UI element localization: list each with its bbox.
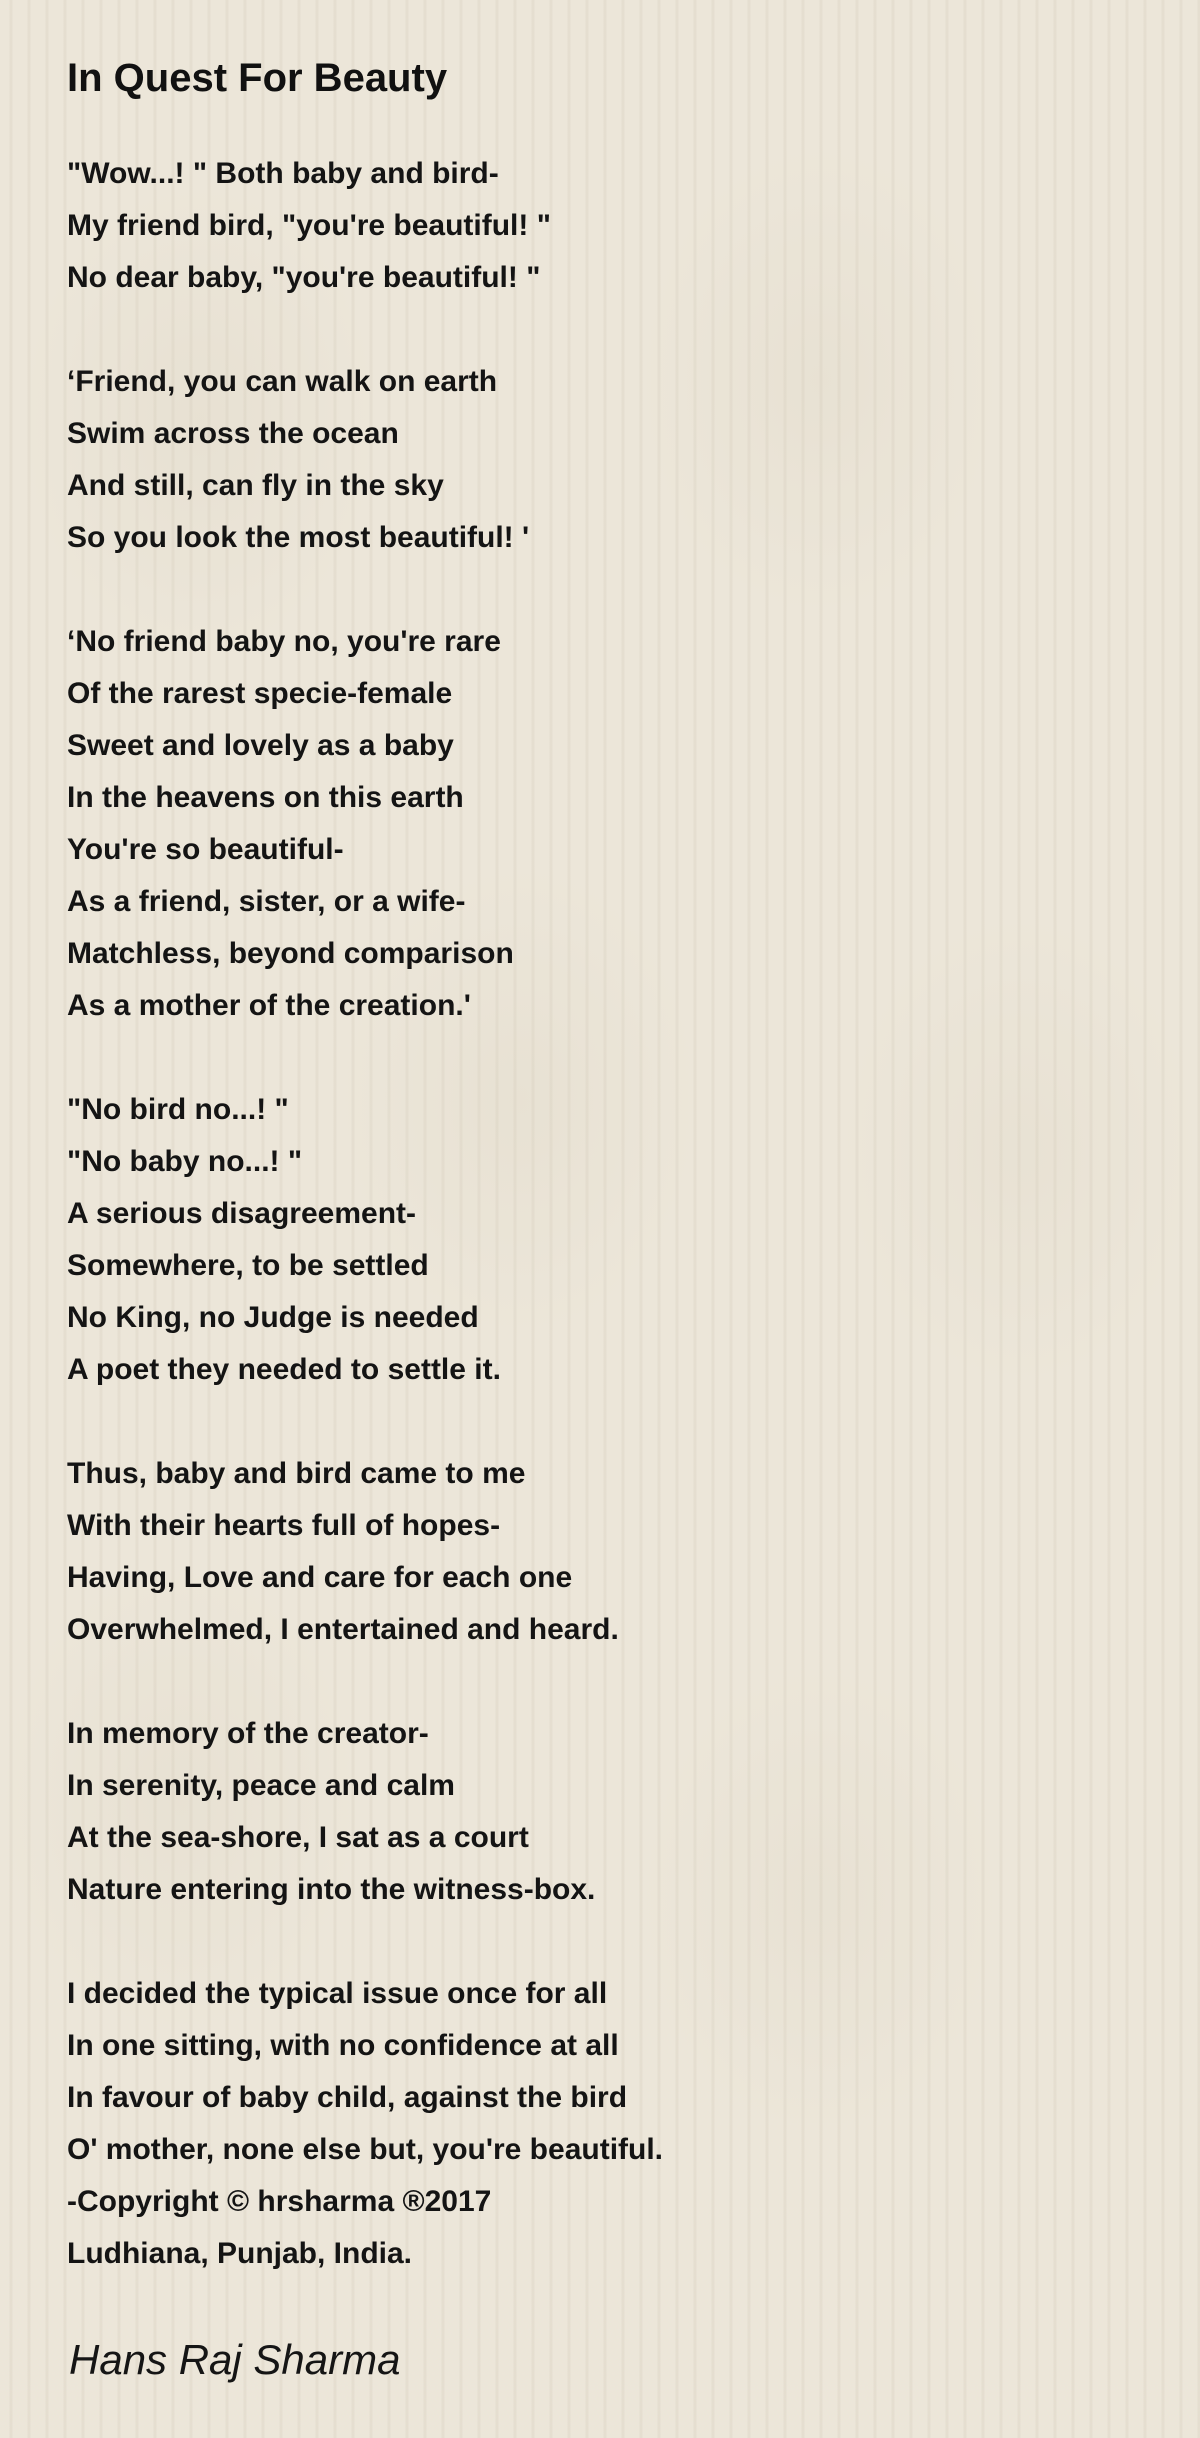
poem-line: So you look the most beautiful! '	[67, 521, 530, 554]
poem-line: Sweet and lovely as a baby	[67, 729, 454, 762]
poem-line: Overwhelmed, I entertained and heard.	[67, 1613, 619, 1646]
poem-line: Of the rarest specie-female	[67, 677, 453, 710]
poem-line: ‘No friend baby no, you're rare	[67, 625, 501, 658]
stanza	[67, 148, 663, 304]
poem-line: At the sea-shore, I sat as a court	[67, 1821, 529, 1854]
stanza	[67, 616, 663, 1032]
poem-line: "Wow...! " Both baby and bird-	[67, 157, 499, 190]
poem-line: In favour of baby child, against the bird	[67, 2081, 628, 2114]
poem-line: My friend bird, "you're beautiful! "	[67, 209, 551, 242]
poem-line: In serenity, peace and calm	[67, 1769, 455, 1802]
copyright-line: -Copyright © hrsharma ®2017	[67, 2185, 492, 2218]
poem-line: ‘Friend, you can walk on earth	[67, 365, 498, 398]
poem-line: "No baby no...! "	[67, 1145, 303, 1178]
poem-line: In memory of the creator-	[67, 1717, 429, 1750]
poem-line: I decided the typical issue once for all	[67, 1977, 608, 2010]
stanza	[67, 1084, 663, 1396]
poem-line: O' mother, none else but, you're beautiful.	[67, 2133, 664, 2166]
stanza	[67, 1448, 663, 1656]
poem-line: Thus, baby and bird came to me	[67, 1457, 526, 1490]
stanza	[67, 1708, 663, 1916]
stanza	[67, 356, 663, 564]
poem-line: In one sitting, with no confidence at all	[67, 2029, 619, 2062]
location-line: Ludhiana, Punjab, India.	[67, 2237, 413, 2270]
poem-line: As a mother of the creation.'	[67, 989, 471, 1022]
poem-line: In the heavens on this earth	[67, 781, 464, 814]
poem-line: Matchless, beyond comparison	[67, 937, 514, 970]
stanza	[67, 1968, 663, 2280]
poem-line: Nature entering into the witness-box.	[67, 1873, 596, 1906]
poem-line: And still, can fly in the sky	[67, 469, 444, 502]
poem-line: A serious disagreement-	[67, 1197, 416, 1230]
poem-line: Somewhere, to be settled	[67, 1249, 429, 1282]
poem-line: No King, no Judge is needed	[67, 1301, 479, 1334]
poem-body	[67, 148, 663, 2280]
poem-title: In Quest For Beauty	[67, 56, 448, 100]
poem-line: With their hearts full of hopes-	[67, 1509, 501, 1542]
poem-line: Having, Love and care for each one	[67, 1561, 573, 1594]
poem-line: A poet they needed to settle it.	[67, 1353, 501, 1386]
author-name: Hans Raj Sharma	[69, 2336, 401, 2383]
poem-line: No dear baby, "you're beautiful! "	[67, 261, 541, 294]
poem-line: Swim across the ocean	[67, 417, 399, 450]
poem-line: "No bird no...! "	[67, 1093, 289, 1126]
poem-line: You're so beautiful-	[67, 833, 344, 866]
poem-line: As a friend, sister, or a wife-	[67, 885, 466, 918]
